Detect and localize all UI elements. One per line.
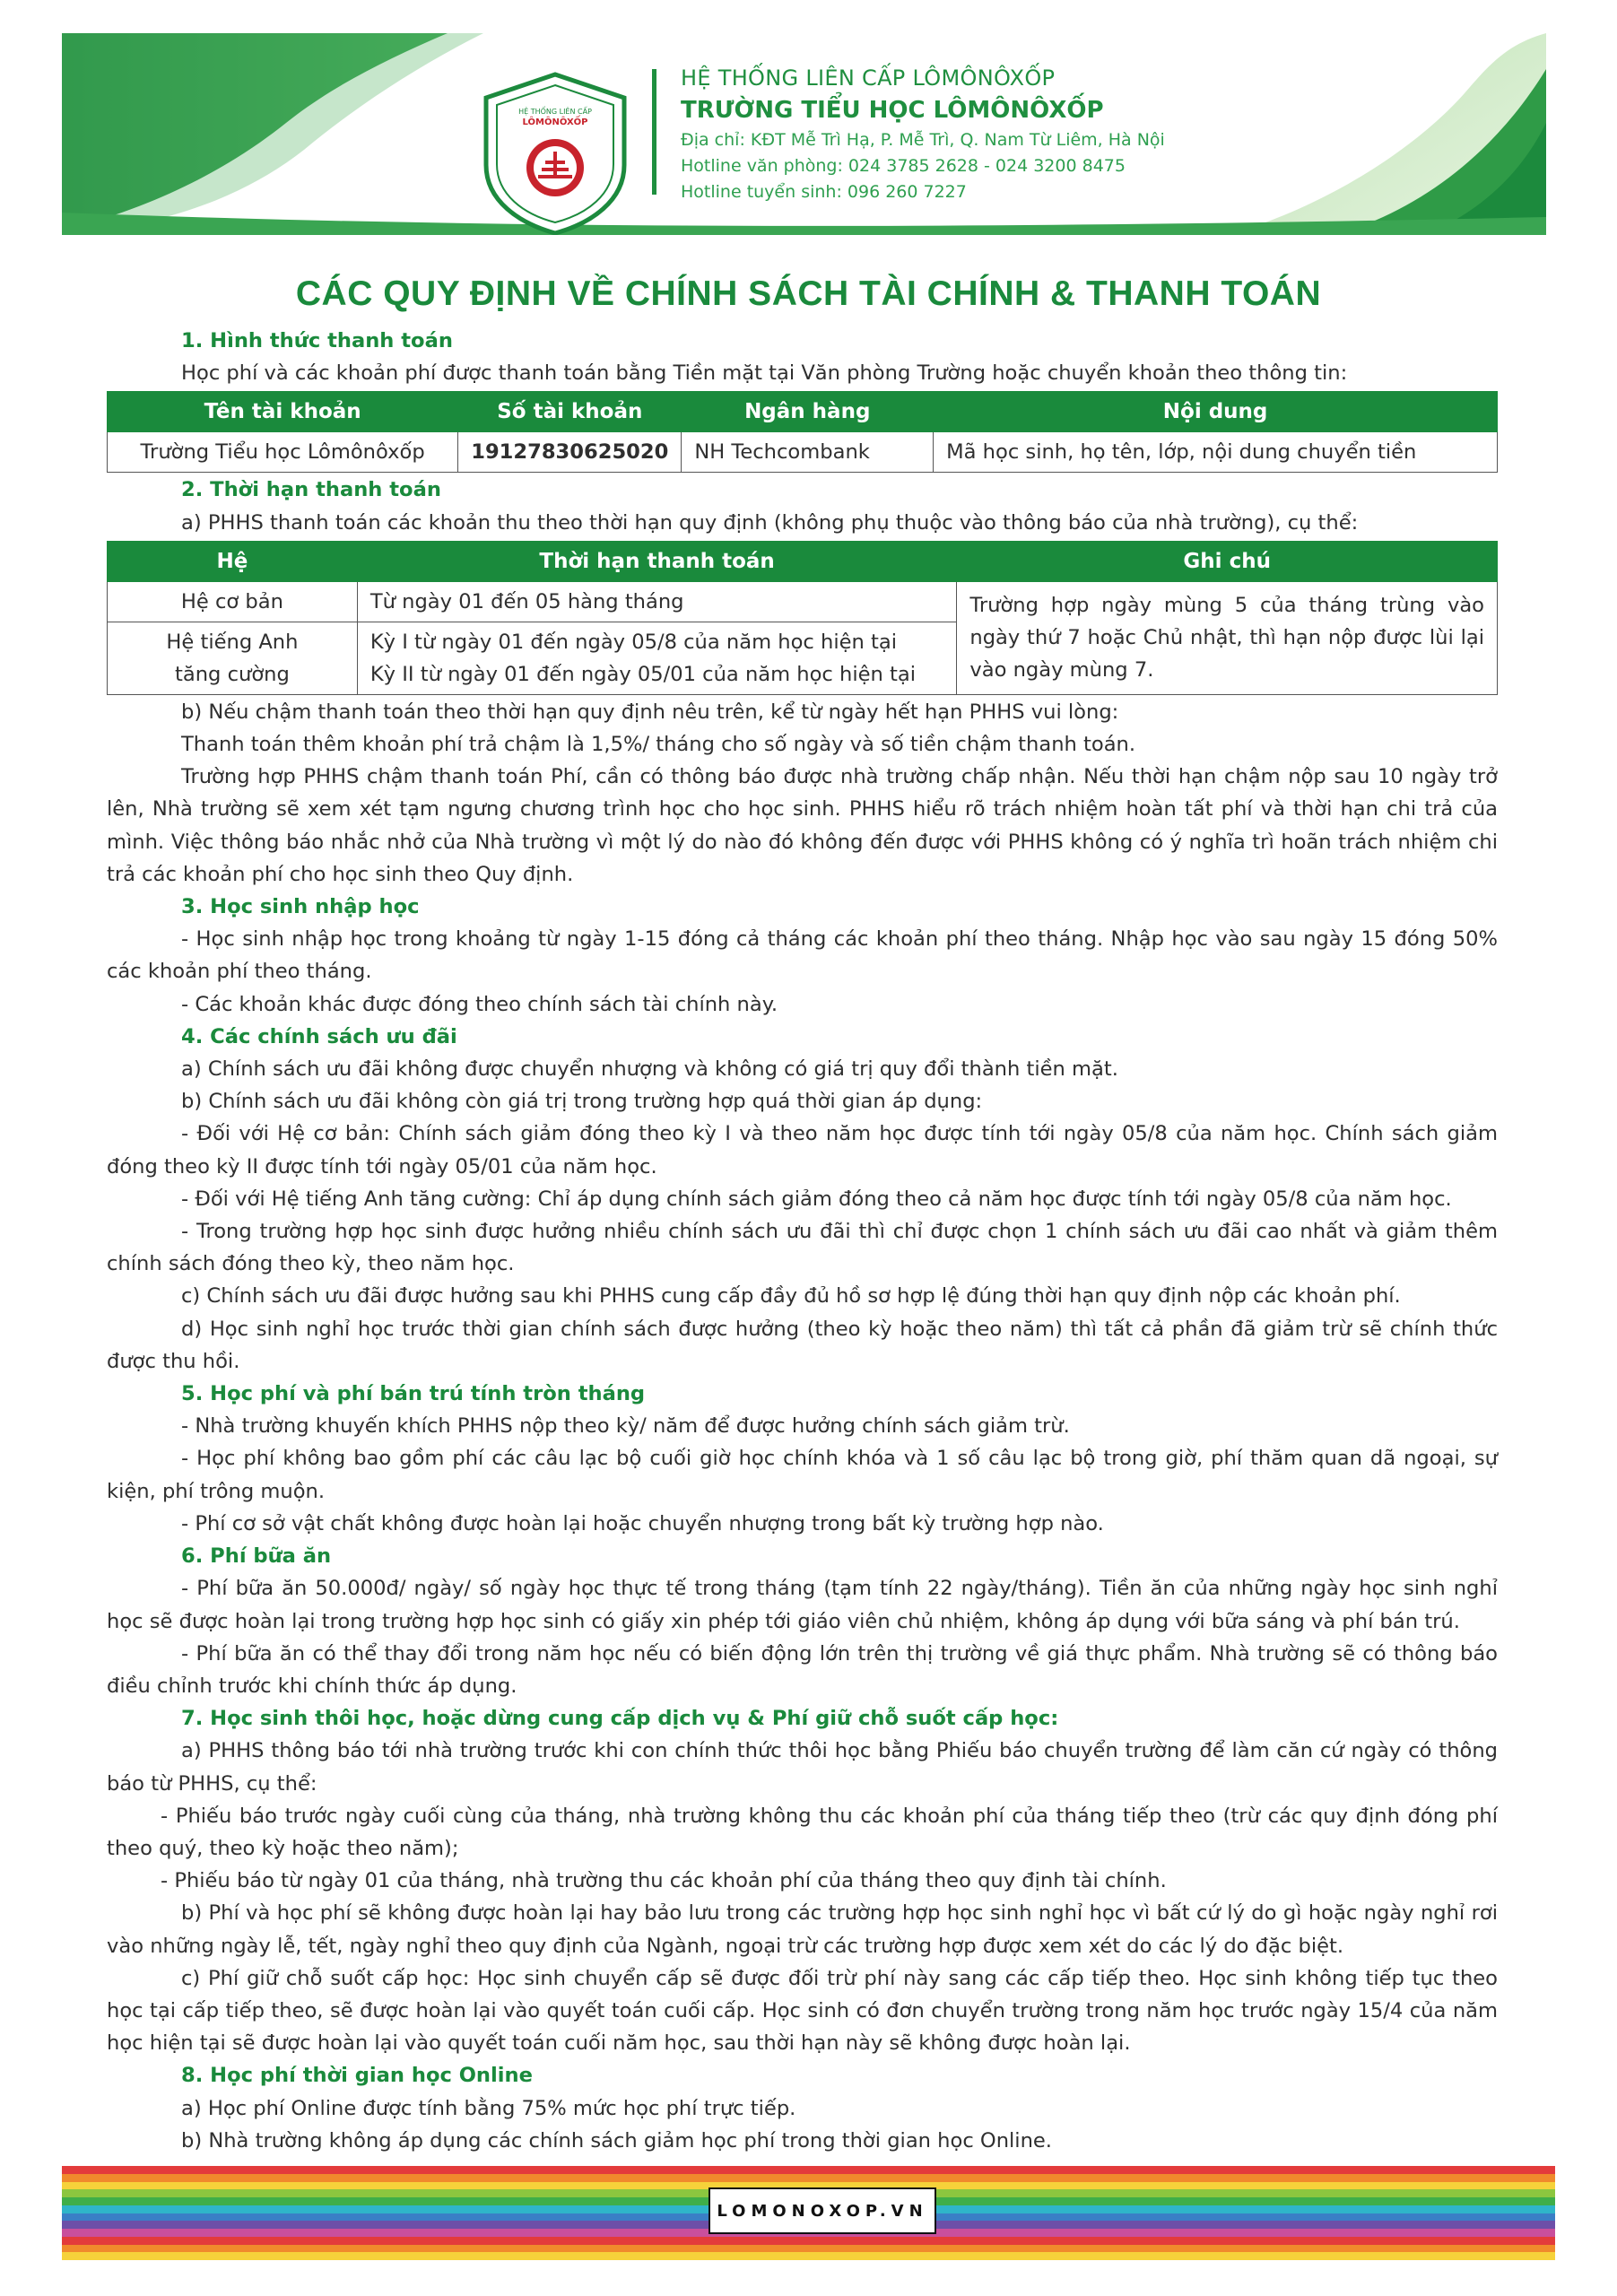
section-7-b: b) Phí và học phí sẽ không được hoàn lại hay bảo lưu trong các trường hợp học sinh nghỉ học vì bất cứ lý do gì hoặc ngày nghỉ rơi vào những ngày lễ, tết, ngày nghỉ theo quy định của Ngành, ngoại trừ các trường hợp được xem xét do các lý do đặc biệt. [107,1901,1498,1958]
table-header-row [108,541,1498,581]
section-8-a: a) Học phí Online được tính bằng 75% mức học phí trực tiếp. [181,2096,796,2120]
table-row [108,581,1498,622]
section-4-b1: - Đối với Hệ cơ bản: Chính sách giảm đóng theo kỳ I và theo năm học được tính tới ngày 05/8 của năm học. Chính sách giảm đóng theo kỳ II được tính tới ngày 05/01 của năm học. [107,1122,1498,1178]
program-english-line-2: tăng cường [175,662,290,686]
section-1-intro: Học phí và các khoản phí được thanh toán bằng Tiền mặt tại Văn phòng Trường hoặc chuyển khoản theo thông tin: [181,361,1348,386]
footer-stripe [62,2166,1555,2174]
section-5-p3: - Phí cơ sở vật chất không được hoàn lại hoặc chuyển nhượng trong bất kỳ trường hợp nào. [181,1511,1104,1535]
section-4-d: d) Học sinh nghỉ học trước thời gian chính sách được hưởng (theo kỳ hoặc theo năm) thì tất cả phần đã giảm trừ sẽ chính thức được thu hồi. [107,1317,1498,1373]
svg-text:LÔMÔNÔXỐP: LÔMÔNÔXỐP [522,117,588,127]
policy-content [107,325,1498,2157]
section-2-b: b) Nếu chậm thanh toán theo thời hạn quy định nêu trên, kể từ ngày hết hạn PHHS vui lòng: [181,700,1119,724]
section-2-b1: Thanh toán thêm khoản phí trả chậm là 1,5%/ tháng cho số ngày và số tiền chậm thanh toán. [181,733,1136,757]
transfer-content: Mã học sinh, họ tên, lớp, nội dung chuyển tiền [934,432,1498,473]
deadline-term-2: Kỳ II từ ngày 01 đến ngày 05/01 của năm học hiện tại [369,662,917,686]
section-5-p2: - Học phí không bao gồm phí các câu lạc bộ cuối giờ học chính khóa và 1 số câu lạc bộ trong giờ, phí thăm quan dã ngoại, sự kiện, phí trông muộn. [107,1447,1498,1503]
col-account-number: Số tài khoản [458,392,682,432]
bank-account-table [107,391,1498,473]
section-3-heading: 3. Học sinh nhập học [181,895,420,919]
deadline-english [357,622,957,694]
section-8-b: b) Nhà trường không áp dụng các chính sách giảm học phí trong thời gian học Online. [181,2128,1052,2152]
section-6-p1: - Phí bữa ăn 50.000đ/ ngày/ số ngày học thực tế trong tháng (tạm tính 22 ngày/tháng). Tiền ăn của những ngày học sinh nghỉ học sẽ được hoàn lại trong trường hợp học sinh có giấy xin phép tới giáo viên chủ nhiệm, không áp dụng với bữa sáng và phí bán trú. [107,1577,1498,1633]
section-6-p2: - Phí bữa ăn có thể thay đổi trong năm học nếu có biến động lớn trên thị trường về giá thực phẩm. Nhà trường sẽ có thông báo điều chỉnh trước khi chính thức áp dụng. [107,1641,1498,1698]
svg-text:HỆ THỐNG LIÊN CẤP: HỆ THỐNG LIÊN CẤP [518,108,592,116]
section-7-a1: - Phiếu báo trước ngày cuối cùng của tháng, nhà trường không thu các khoản phí của tháng tiếp theo (trừ các quy định đóng phí theo quý, theo kỳ hoặc theo năm); [107,1804,1498,1860]
col-bank: Ngân hàng [682,392,934,432]
deadline-term-1: Kỳ I từ ngày 01 đến ngày 05/8 của năm học hiện tại [369,630,897,654]
school-name: TRƯỜNG TIỂU HỌC LÔMÔNÔXỐP [681,97,1104,124]
rainbow-footer [62,2166,1555,2260]
footer-stripe [62,2174,1555,2182]
section-4-b3: - Trong trường hợp học sinh được hưởng nhiều chính sách ưu đãi thì chỉ được chọn 1 chính sách ưu đãi cao nhất và giảm thêm chính sách đóng theo kỳ, theo năm học. [107,1220,1498,1276]
section-1-heading: 1. Hình thức thanh toán [181,329,453,352]
hotline-office[interactable]: Hotline văn phòng: 024 3785 2628 - 024 3200 8475 [681,156,1126,176]
payment-deadline-table [107,541,1498,695]
section-8-heading: 8. Học phí thời gian học Online [181,2064,533,2088]
section-3-p1: - Học sinh nhập học trong khoảng từ ngày 1-15 đóng cả tháng các khoản phí theo tháng. Nhập học vào sau ngày 15 đóng 50% các khoản phí theo tháng. [107,927,1498,984]
section-3-p2: - Các khoản khác được đóng theo chính sách tài chính này. [181,992,778,1016]
col-deadline: Thời hạn thanh toán [357,541,957,581]
col-note: Ghi chú [957,541,1498,581]
hotline-admission[interactable]: Hotline tuyển sinh: 096 260 7227 [681,182,967,202]
section-5-heading: 5. Học phí và phí bán trú tính tròn tháng [181,1382,646,1406]
school-logo-icon [479,71,631,235]
section-7-heading: 7. Học sinh thôi học, hoặc dừng cung cấp dịch vụ & Phí giữ chỗ suốt cấp học: [181,1707,1059,1731]
deadline-note: Trường hợp ngày mùng 5 của tháng trùng vào ngày thứ 7 hoặc Chủ nhật, thì hạn nộp được lùi lại vào ngày mùng 7. [957,581,1498,694]
section-2-a: a) PHHS thanh toán các khoản thu theo thời hạn quy định (không phụ thuộc vào thông báo của nhà trường), cụ thể: [181,510,1359,535]
deadline-basic: Từ ngày 01 đến 05 hàng tháng [357,581,957,622]
system-name: HỆ THỐNG LIÊN CẤP LÔMÔNÔXỐP [681,65,1056,91]
page-header [62,33,1546,235]
section-5-p1: - Nhà trường khuyến khích PHHS nộp theo kỳ/ năm để được hưởng chính sách giảm trừ. [181,1414,1070,1439]
website-link[interactable]: LOMONOXOP.VN [717,2201,928,2221]
footer-stripe [62,2245,1555,2253]
page-title: CÁC QUY ĐỊNH VỀ CHÍNH SÁCH TÀI CHÍNH & THANH TOÁN [295,274,1322,313]
col-program: Hệ [108,541,358,581]
website-badge[interactable] [709,2187,936,2234]
program-english-line-1: Hệ tiếng Anh [166,630,299,654]
program-basic: Hệ cơ bản [108,581,358,622]
section-2-b2: Trường hợp PHHS chậm thanh toán Phí, cần có thông báo được nhà trường chấp nhận. Nếu thời hạn chậm nộp sau 10 ngày trở lên, Nhà trường sẽ xem xét tạm ngưng chương trình học cho học sinh. PHHS hiểu rõ trách nhiệm hoàn tất phí và thời hạn chi trả của mình. Việc thông báo nhắc nhở của Nhà trường vì một lý do nào đó không đến được với PHHS không có ý nghĩa trì hoãn trách nhiệm chi trả các khoản phí cho học sinh theo Quy định. [107,765,1498,886]
table-row [108,432,1498,473]
footer-stripe [62,2252,1555,2260]
col-content: Nội dung [934,392,1498,432]
section-7-c: c) Phí giữ chỗ suốt cấp học: Học sinh chuyển cấp sẽ được đối trừ phí này sang các cấp tiếp theo. Học sinh không tiếp tục theo học tại cấp tiếp theo, sẽ được hoàn lại vào quyết toán cuối cấp. Học sinh có đơn chuyển trường trong năm học trước ngày 15/4 của năm học hiện tại sẽ được hoàn lại vào quyết toán cuối năm học, sau thời hạn này sẽ không được hoàn lại. [107,1966,1498,2056]
school-info [681,67,1165,210]
account-name: Trường Tiểu học Lômônôxốp [108,432,458,473]
section-4-b2: - Đối với Hệ tiếng Anh tăng cường: Chỉ áp dụng chính sách giảm đóng theo cả năm học được tính tới ngày 05/8 của năm học. [181,1187,1452,1211]
footer-stripe [62,2237,1555,2245]
section-7-a: a) PHHS thông báo tới nhà trường trước khi con chính thức thôi học bằng Phiếu báo chuyển trường để làm căn cứ ngày có thông báo từ PHHS, cụ thể: [107,1739,1498,1796]
bank-name: NH Techcombank [682,432,934,473]
header-divider [652,69,656,195]
section-4-heading: 4. Các chính sách ưu đãi [181,1024,457,1048]
section-7-a2: - Phiếu báo từ ngày 01 của tháng, nhà trường thu các khoản phí của tháng theo quy định tài chính. [161,1869,1167,1893]
col-account-name: Tên tài khoản [108,392,458,432]
program-english [108,622,358,694]
section-6-heading: 6. Phí bữa ăn [181,1544,332,1569]
section-4-a: a) Chính sách ưu đãi không được chuyển nhượng và không có giá trị quy đổi thành tiền mặt. [181,1057,1118,1082]
school-address: Địa chỉ: KĐT Mễ Trì Hạ, P. Mễ Trì, Q. Nam Từ Liêm, Hà Nội [681,130,1165,150]
account-number[interactable]: 19127830625020 [458,432,682,473]
section-4-b: b) Chính sách ưu đãi không còn giá trị trong trường hợp quá thời gian áp dụng: [181,1090,983,1114]
table-header-row [108,392,1498,432]
section-2-heading: 2. Thời hạn thanh toán [181,478,441,502]
section-4-c: c) Chính sách ưu đãi được hưởng sau khi PHHS cung cấp đầy đủ hồ sơ hợp lệ đúng thời hạn quy định nộp các khoản phí. [181,1284,1401,1309]
